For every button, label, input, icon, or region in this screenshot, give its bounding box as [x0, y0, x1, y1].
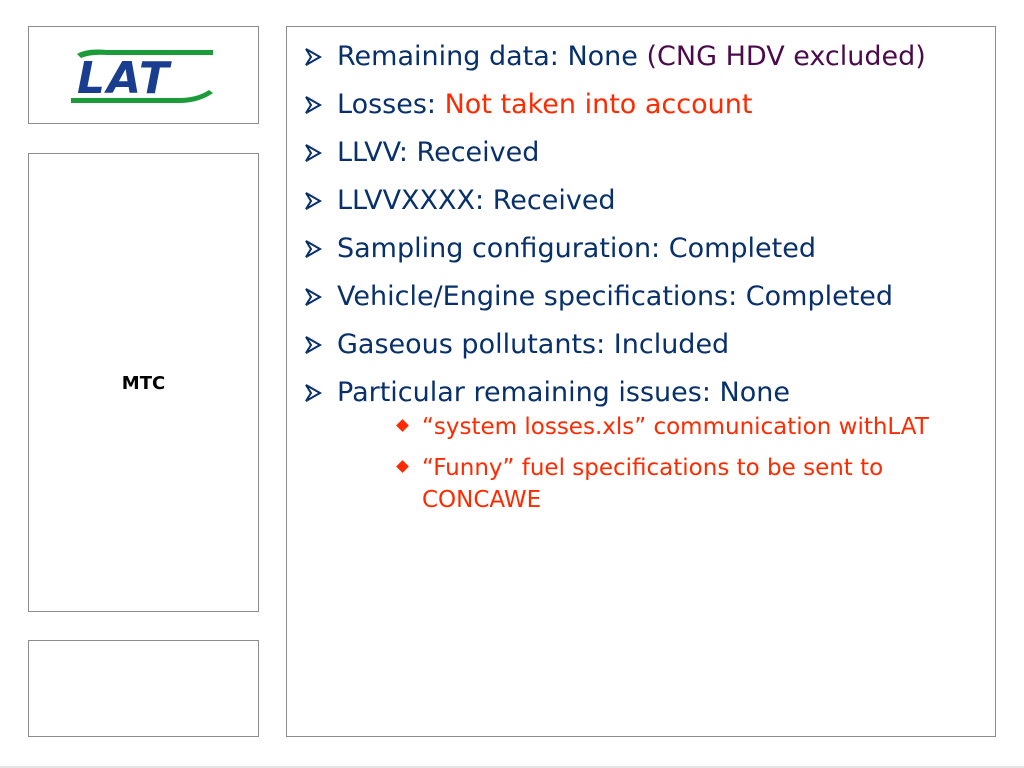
diamond-bullet-icon [396, 419, 409, 432]
arrow-bullet-icon [303, 335, 323, 355]
bottom-panel [28, 640, 259, 737]
side-panel [28, 153, 259, 612]
item-label: Vehicle/Engine specifications: Completed [337, 281, 894, 312]
content-panel [286, 26, 996, 737]
list-item [301, 327, 981, 363]
arrow-bullet-icon [303, 47, 323, 67]
list-item [301, 39, 981, 75]
arrow-bullet-icon [303, 143, 323, 163]
item-label: Particular remaining issues: None [337, 377, 790, 408]
list-item [301, 279, 981, 315]
sub-item-label: “system losses.xls” communication withLAT [422, 414, 929, 440]
item-label: LLVVXXXX: Received [337, 185, 616, 216]
item-label: Remaining data: None [337, 41, 647, 72]
diamond-bullet-icon [396, 460, 409, 473]
list-item [301, 135, 981, 171]
sub-list-item [381, 411, 981, 443]
list-item [301, 183, 981, 219]
sub-bullet-list [337, 411, 981, 516]
item-label: Gaseous pollutants: Included [337, 329, 730, 360]
arrow-bullet-icon [303, 239, 323, 259]
item-label: Sampling configuration: Completed [337, 233, 816, 264]
arrow-bullet-icon [303, 287, 323, 307]
side-label: MTC [121, 373, 166, 394]
item-label: Losses: [337, 89, 445, 120]
arrow-bullet-icon [303, 383, 323, 403]
list-item [301, 87, 981, 123]
logo-text: LAT [77, 53, 171, 104]
item-label: LLVV: Received [337, 137, 540, 168]
logo-panel [28, 26, 259, 124]
list-item [301, 375, 981, 516]
sub-item-label: “Funny” fuel specifications to be sent to CONCAWE [422, 455, 884, 513]
bullet-list [301, 39, 981, 528]
item-extra: (CNG HDV excluded) [646, 41, 926, 72]
list-item [301, 231, 981, 267]
sub-list-item [381, 452, 981, 516]
arrow-bullet-icon [303, 95, 323, 115]
lat-logo-icon [67, 44, 217, 108]
arrow-bullet-icon [303, 191, 323, 211]
item-extra: Not taken into account [444, 89, 753, 120]
